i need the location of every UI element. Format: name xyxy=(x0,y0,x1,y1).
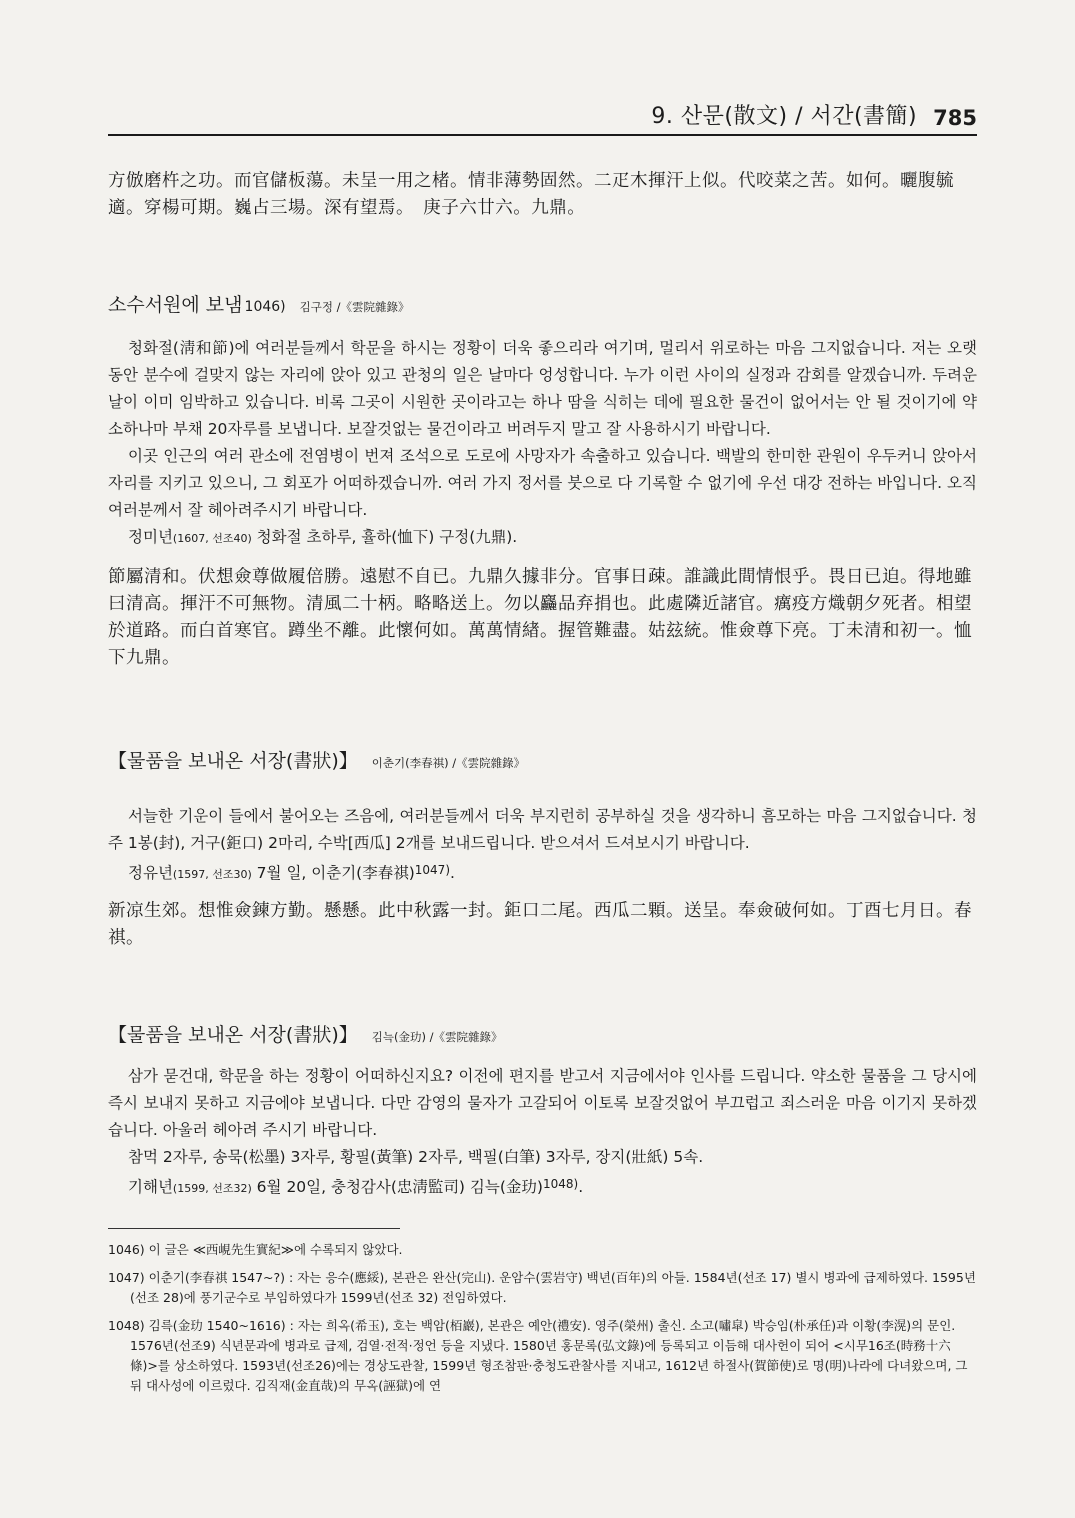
date-end: . xyxy=(578,1178,584,1196)
date-rest: 청화절 초하루, 휼하(恤下) 구정(九鼎). xyxy=(251,528,518,546)
footnote-1048: 1048) 김륵(金玏 1540~1616) : 자는 희옥(希玉), 호는 백암(栢巖), 본관은 예안(禮安). 영주(榮州) 출신. 소고(嘯皐) 박승임(朴承任)과 이황(李滉)의 문인. 1576년(선조9) 식년문과에 병과로 급제, 검열·전적·정언 등을 지냈다. 1580년 홍문록(弘文錄)에 등록되고 이듬해 대사헌이 되어 <시무16조(時務十六條)>를 상소하였다. 1593년(선조26)에는 경상도관찰, 1599년 형조참판·충청도관찰사를 지내고, 1612년 하절사(賀節使)로 명(明)나라에 다녀왔으며, 그 뒤 대사성에 이르렀다. 김직재(金直哉)의 무옥(誣獄)에 연 xyxy=(108,1318,968,1393)
letter-3 xyxy=(108,1020,977,1202)
date-note: (1607, 선조40) xyxy=(172,532,252,545)
letter-3-date xyxy=(108,1171,977,1202)
date-year: 기해년 xyxy=(128,1178,173,1196)
letter-1-date xyxy=(108,524,977,552)
footnote-divider xyxy=(108,1228,400,1229)
date-year: 정미년 xyxy=(128,528,173,546)
letter-2-source: 《雲院雜錄》 xyxy=(456,756,526,770)
letter-3-paragraph-1: 삼가 묻건대, 학문을 하는 정황이 어떠하신지요? 이전에 편지를 받고서 지금에서야 인사를 드립니다. 약소한 물품을 그 당시에 즉시 보내지 못하고 지금에야 보냅니다. 다만 감영의 물자가 고갈되어 이토록 보잘것없어 부끄럽고 죄스러운 마음 이기지 못하겠습니다. 아울러 헤아려 주시기 바랍니다. xyxy=(108,1067,977,1139)
letter-2-paragraph-1: 서늘한 기운이 들에서 불어오는 즈음에, 여러분들께서 더욱 부지런히 공부하실 것을 생각하니 흠모하는 마음 그지없습니다. 청주 1봉(封), 거구(鉅口) 2마리, 수박[西瓜] 2개를 보내드립니다. 받으셔서 드셔보시기 바랍니다. xyxy=(108,807,977,852)
letter-3-source: 《雲院雜錄》 xyxy=(433,1030,503,1044)
letter-1-author: 김구정 / xyxy=(299,300,341,314)
date-rest: 7월 일, 이춘기(李春祺) xyxy=(251,864,415,882)
letter-1 xyxy=(108,290,977,672)
letter-1-paragraph-2: 이곳 인근의 여러 관소에 전염병이 번져 조석으로 도로에 사망자가 속출하고 있습니다. 백발의 한미한 관원이 우두커니 앉아서 자리를 지키고 있으니, 그 회포가 어떠하겠습니까. 여러 가지 정서를 붓으로 다 기록할 수 없기에 우선 대강 전하는 바입니다. 오직 여러분께서 잘 헤아려주시기 바랍니다. xyxy=(108,447,977,519)
footnote-1046: 1046) 이 글은 ≪西峴先生實紀≫에 수록되지 않았다. xyxy=(108,1242,403,1257)
footnote-ref-1046: 1046) xyxy=(244,299,286,315)
letter-1-title: 소수서원에 보냄 xyxy=(108,294,243,316)
running-header xyxy=(108,98,977,136)
letter-2 xyxy=(108,746,977,952)
date-note: (1599, 선조32) xyxy=(172,1182,252,1195)
footnote-ref-1048: 1048) xyxy=(542,1177,579,1191)
letter-2-hanmun: 新凉生郊。想惟僉鍊方勤。懸懸。此中秋露一封。鉅口二尾。西瓜二顆。送呈。奉僉破何如。丁酉七月日。春祺。 xyxy=(108,901,972,948)
letter-2-date xyxy=(108,857,977,888)
letter-2-title: 【물품을 보내온 서장(書狀)】 xyxy=(108,750,358,772)
letter-2-heading xyxy=(108,746,977,773)
date-end: . xyxy=(450,864,455,882)
date-rest: 6월 20일, 충청감사(忠淸監司) 김늑(金玏) xyxy=(251,1178,543,1196)
letter-3-heading xyxy=(108,1020,977,1047)
footnote-ref-1047: 1047) xyxy=(414,863,451,877)
letter-3-title: 【물품을 보내온 서장(書狀)】 xyxy=(108,1024,358,1046)
footnotes xyxy=(108,1240,977,1396)
letter-1-hanmun: 節屬清和。伏想僉尊做履倍勝。遠慰不自已。九鼎久據非分。官事日疎。誰識此間情恨乎。畏日已迫。得地雖曰清高。揮汗不可無物。清風二十柄。略略送上。勿以麤品弃捐也。此處隣近諸官。癘疫方熾朝夕死者。相望於道路。而白首寒官。蹲坐不離。此懷何如。萬萬情緖。握管難盡。姑玆統。惟僉尊下亮。丁未清和初一。恤下九鼎。 xyxy=(108,567,972,668)
section-title: 9. 산문(散文) / 서간(書簡) xyxy=(651,104,918,129)
letter-1-paragraph-1: 청화절(淸和節)에 여러분들께서 학문을 하시는 정황이 더욱 좋으리라 여기며, 멀리서 위로하는 마음 그지없습니다. 저는 오랫동안 분수에 걸맞지 않는 자리에 앉아 있고 관청의 일은 날마다 엉성합니다. 누가 이런 사이의 실정과 감회를 알겠습니까. 두려운 날이 이미 임박하고 있습니다. 비록 그곳이 시원한 곳이라고는 하나 땀을 식히는 데에 필요한 물건이 없어서는 안 될 것이기에 약소하나마 부채 20자루를 보냅니다. 보잘것없는 물건이라고 버려두지 말고 잘 사용하시기 바랍니다. xyxy=(108,339,977,438)
date-note: (1597, 선조30) xyxy=(172,868,252,881)
page-number: 785 xyxy=(933,106,977,130)
top-hanmun-block xyxy=(108,168,977,222)
hanmun-text: 方倣磨杵之功。而官儲板蕩。未呈一用之楮。情非薄勢固然。二疋木揮汗上似。代咬菜之苦。如何。曬腹毓適。穿楊可期。巍占三場。深有望焉。 庚子六廿六。九鼎。 xyxy=(108,171,954,218)
letter-3-items: 참먹 2자루, 송묵(松墨) 3자루, 황필(黃筆) 2자루, 백필(白筆) 3자루, 장지(壯紙) 5속. xyxy=(128,1148,704,1166)
letter-3-author: 김늑(金玏) / xyxy=(371,1030,434,1044)
letter-1-heading xyxy=(108,290,977,317)
footnote-1047: 1047) 이춘기(李春祺 1547~?) : 자는 응수(應綏), 본관은 완산(完山). 운암수(雲岩守) 백년(百年)의 아들. 1584년(선조 17) 별시 병과에 급제하였다. 1595년(선조 28)에 풍기군수로 부임하였다가 1599년(선조 32) 전임하였다. xyxy=(108,1270,976,1305)
letter-1-source: 《雲院雜錄》 xyxy=(340,300,410,314)
date-year: 정유년 xyxy=(128,864,173,882)
letter-2-author: 이춘기(李春祺) / xyxy=(371,756,457,770)
